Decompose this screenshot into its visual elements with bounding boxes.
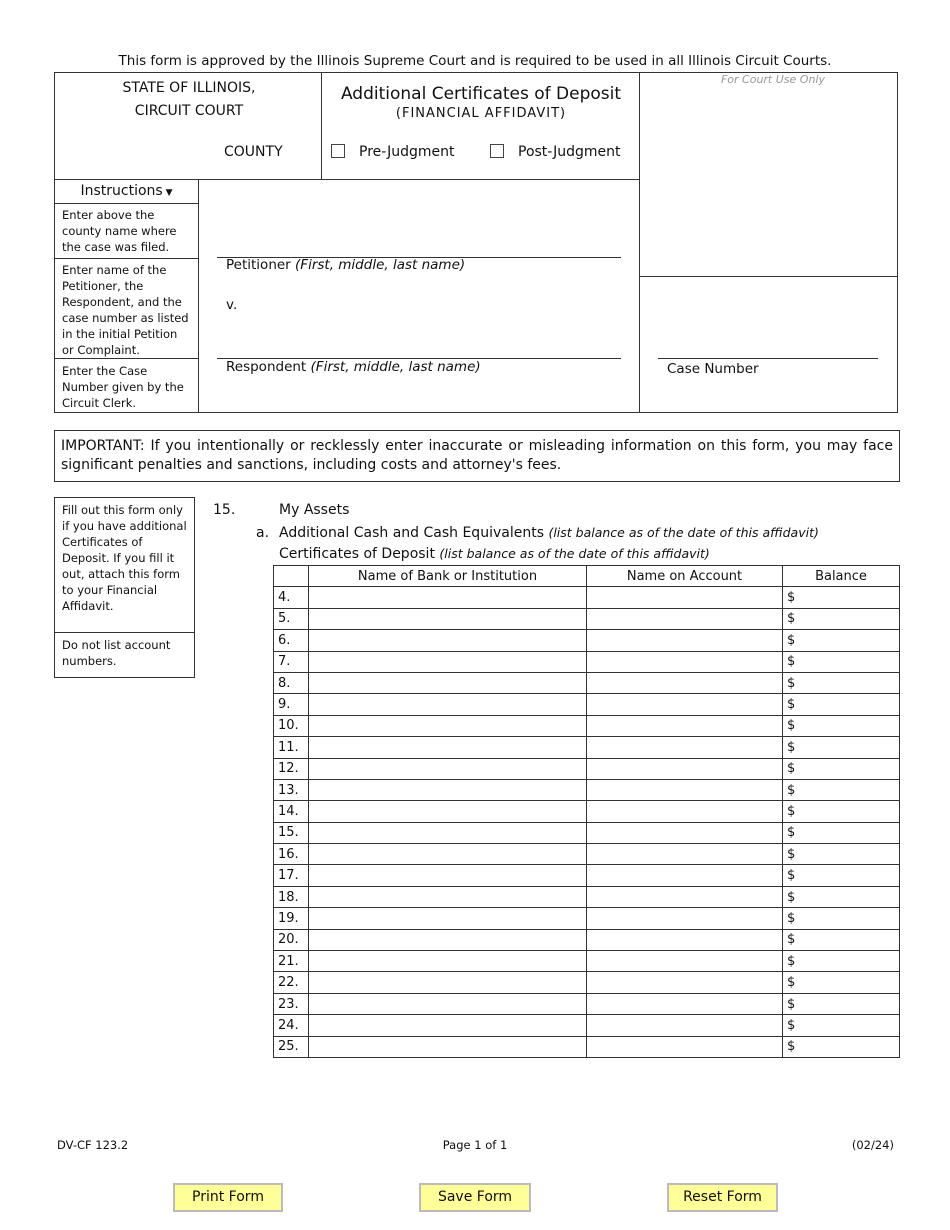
account-name-input[interactable] [587, 587, 783, 608]
table-row [274, 779, 900, 800]
table-row [274, 630, 900, 651]
col-account-name: Name on Account [587, 566, 783, 587]
currency-symbol: $ [787, 590, 796, 606]
bank-name-input[interactable] [309, 758, 587, 779]
table-row [274, 993, 900, 1014]
bank-name-input[interactable] [309, 715, 587, 736]
account-name-input[interactable] [587, 929, 783, 950]
account-name-input[interactable] [587, 672, 783, 693]
balance-input[interactable] [783, 651, 900, 672]
subsection-hint: (list balance as of the date of this affidavit) [548, 525, 819, 540]
currency-symbol: $ [787, 825, 796, 841]
account-name-input[interactable] [587, 993, 783, 1014]
currency-symbol: $ [787, 718, 796, 734]
account-name-input[interactable] [587, 737, 783, 758]
form-id: DV-CF 123.2 [57, 1138, 129, 1152]
currency-symbol: $ [787, 953, 796, 969]
bank-name-input[interactable] [309, 779, 587, 800]
currency-symbol: $ [787, 761, 796, 777]
account-name-input[interactable] [587, 951, 783, 972]
row-number: 5. [274, 608, 309, 629]
bank-name-input[interactable] [309, 844, 587, 865]
bank-name-input[interactable] [309, 993, 587, 1014]
table-row [274, 1015, 900, 1036]
certificates-table [273, 565, 900, 1058]
balance-input[interactable] [783, 630, 900, 651]
table-row [274, 822, 900, 843]
account-name-input[interactable] [587, 1015, 783, 1036]
bank-name-input[interactable] [309, 929, 587, 950]
instructions-label: Instructions [80, 183, 163, 199]
form-subtitle: (FINANCIAL AFFIDAVIT) [395, 106, 567, 121]
pre-judgment-label: Pre-Judgment [359, 144, 455, 160]
currency-symbol: $ [787, 889, 796, 905]
post-judgment-label: Post-Judgment [518, 144, 621, 160]
petitioner-hint: (First, middle, last name) [295, 257, 466, 273]
section-title: My Assets [279, 502, 350, 518]
bank-name-input[interactable] [309, 587, 587, 608]
bank-name-input[interactable] [309, 951, 587, 972]
table-row [274, 672, 900, 693]
instruction-county: Enter above the county name where the case was filed. [62, 208, 177, 254]
balance-input[interactable] [783, 608, 900, 629]
table-row [274, 886, 900, 907]
table-row [274, 737, 900, 758]
table-row [274, 715, 900, 736]
account-name-input[interactable] [587, 908, 783, 929]
row-number: 13. [274, 779, 309, 800]
table-row [274, 801, 900, 822]
account-name-input[interactable] [587, 822, 783, 843]
currency-symbol: $ [787, 846, 796, 862]
account-name-input[interactable] [587, 801, 783, 822]
side-note-account-numbers: Do not list account numbers. [62, 638, 171, 668]
print-form-button[interactable]: Print Form [173, 1183, 283, 1212]
bank-name-input[interactable] [309, 865, 587, 886]
balance-input[interactable] [783, 737, 900, 758]
case-number-label: Case Number [667, 361, 759, 377]
bank-name-input[interactable] [309, 908, 587, 929]
balance-input[interactable] [783, 758, 900, 779]
balance-input[interactable] [783, 908, 900, 929]
balance-input[interactable] [783, 822, 900, 843]
balance-input[interactable] [783, 972, 900, 993]
row-number: 17. [274, 865, 309, 886]
table-row [274, 1036, 900, 1057]
bank-name-input[interactable] [309, 608, 587, 629]
currency-symbol: $ [787, 803, 796, 819]
petitioner-label: Petitioner [226, 257, 291, 273]
row-number: 10. [274, 715, 309, 736]
instruction-parties: Enter name of the Petitioner, the Respondent, and the case number as listed in the initial Petition or Complaint. [62, 263, 189, 357]
court-label: CIRCUIT COURT [134, 103, 244, 119]
balance-input[interactable] [783, 865, 900, 886]
court-use-label: For Court Use Only [720, 73, 825, 86]
account-name-input[interactable] [587, 694, 783, 715]
bank-name-input[interactable] [309, 694, 587, 715]
account-name-input[interactable] [587, 972, 783, 993]
balance-input[interactable] [783, 587, 900, 608]
balance-input[interactable] [783, 844, 900, 865]
save-form-button[interactable]: Save Form [419, 1183, 531, 1212]
county-label: COUNTY [224, 144, 283, 160]
account-name-input[interactable] [587, 758, 783, 779]
row-number: 14. [274, 801, 309, 822]
balance-input[interactable] [783, 715, 900, 736]
balance-input[interactable] [783, 886, 900, 907]
table-row [274, 844, 900, 865]
bank-name-input[interactable] [309, 630, 587, 651]
table-row [274, 651, 900, 672]
row-number: 23. [274, 993, 309, 1014]
currency-symbol: $ [787, 1039, 796, 1055]
row-number: 25. [274, 1036, 309, 1057]
table-row [274, 908, 900, 929]
balance-input[interactable] [783, 993, 900, 1014]
currency-symbol: $ [787, 632, 796, 648]
account-name-input[interactable] [587, 715, 783, 736]
currency-symbol: $ [787, 910, 796, 926]
state-label: STATE OF ILLINOIS, [122, 80, 256, 96]
bank-name-input[interactable] [309, 737, 587, 758]
balance-input[interactable] [783, 694, 900, 715]
account-name-input[interactable] [587, 1036, 783, 1057]
account-name-input[interactable] [587, 779, 783, 800]
col-number [274, 566, 309, 587]
bank-name-input[interactable] [309, 1015, 587, 1036]
currency-symbol: $ [787, 868, 796, 884]
balance-input[interactable] [783, 779, 900, 800]
side-note-attach: Fill out this form only if you have additional Certificates of Deposit. If you fill it out, attach this form to your Financial Affidavit. [62, 503, 187, 613]
account-name-input[interactable] [587, 886, 783, 907]
important-label: IMPORTANT: [61, 438, 145, 454]
balance-input[interactable] [783, 1015, 900, 1036]
row-number: 8. [274, 672, 309, 693]
bank-name-input[interactable] [309, 1036, 587, 1057]
col-bank: Name of Bank or Institution [309, 566, 587, 587]
subsection-title: Additional Cash and Cash Equivalents [279, 525, 544, 541]
row-number: 20. [274, 929, 309, 950]
currency-symbol: $ [787, 996, 796, 1012]
row-number: 9. [274, 694, 309, 715]
bank-name-input[interactable] [309, 972, 587, 993]
row-number: 21. [274, 951, 309, 972]
case-number-input[interactable] [658, 358, 878, 359]
dropdown-arrow-icon: ▼ [162, 188, 173, 198]
account-name-input[interactable] [587, 865, 783, 886]
balance-input[interactable] [783, 672, 900, 693]
account-name-input[interactable] [587, 630, 783, 651]
bank-name-input[interactable] [309, 886, 587, 907]
col-balance: Balance [783, 566, 900, 587]
balance-input[interactable] [783, 951, 900, 972]
table-row [274, 587, 900, 608]
currency-symbol: $ [787, 675, 796, 691]
balance-input[interactable] [783, 929, 900, 950]
currency-symbol: $ [787, 932, 796, 948]
cd-hint: (list balance as of the date of this affidavit) [439, 546, 710, 561]
subsection-letter: a. [256, 525, 270, 541]
top-notice: This form is approved by the Illinois Supreme Court and is required to be used in all Illinois Circuit Courts. [118, 53, 832, 69]
respondent-hint: (First, middle, last name) [310, 359, 481, 375]
table-row [274, 972, 900, 993]
form-version: (02/24) [851, 1138, 894, 1152]
account-name-input[interactable] [587, 608, 783, 629]
table-row [274, 608, 900, 629]
currency-symbol: $ [787, 611, 796, 627]
form-title: Additional Certificates of Deposit [340, 84, 622, 104]
respondent-label: Respondent [226, 359, 307, 375]
currency-symbol: $ [787, 1017, 796, 1033]
section-number: 15. [213, 502, 236, 518]
account-name-input[interactable] [587, 651, 783, 672]
row-number: 4. [274, 587, 309, 608]
table-row [274, 929, 900, 950]
reset-form-button[interactable]: Reset Form [667, 1183, 778, 1212]
instructions-toggle[interactable] [54, 183, 199, 199]
important-notice [54, 430, 900, 482]
table-row [274, 694, 900, 715]
row-number: 24. [274, 1015, 309, 1036]
currency-symbol: $ [787, 739, 796, 755]
row-number: 12. [274, 758, 309, 779]
post-judgment-checkbox[interactable] [490, 144, 621, 160]
cd-title: Certificates of Deposit [279, 546, 435, 562]
currency-symbol: $ [787, 975, 796, 991]
pre-judgment-checkbox[interactable] [331, 144, 454, 160]
row-number: 22. [274, 972, 309, 993]
row-number: 11. [274, 737, 309, 758]
versus-label: v. [226, 297, 238, 313]
row-number: 16. [274, 844, 309, 865]
row-number: 15. [274, 822, 309, 843]
table-row [274, 758, 900, 779]
balance-input[interactable] [783, 801, 900, 822]
bank-name-input[interactable] [309, 822, 587, 843]
account-name-input[interactable] [587, 844, 783, 865]
bank-name-input[interactable] [309, 801, 587, 822]
currency-symbol: $ [787, 697, 796, 713]
row-number: 6. [274, 630, 309, 651]
row-number: 7. [274, 651, 309, 672]
important-text: If you intentionally or recklessly enter inaccurate or misleading information on this form, you may face significant penalties and sanctions, including costs and attorney's fees. [61, 438, 893, 473]
row-number: 18. [274, 886, 309, 907]
instruction-case-number: Enter the Case Number given by the Circuit Clerk. [62, 364, 184, 410]
table-row [274, 951, 900, 972]
row-number: 19. [274, 908, 309, 929]
bank-name-input[interactable] [309, 651, 587, 672]
bank-name-input[interactable] [309, 672, 587, 693]
table-row [274, 865, 900, 886]
currency-symbol: $ [787, 782, 796, 798]
currency-symbol: $ [787, 654, 796, 670]
balance-input[interactable] [783, 1036, 900, 1057]
page-number: Page 1 of 1 [442, 1138, 508, 1152]
